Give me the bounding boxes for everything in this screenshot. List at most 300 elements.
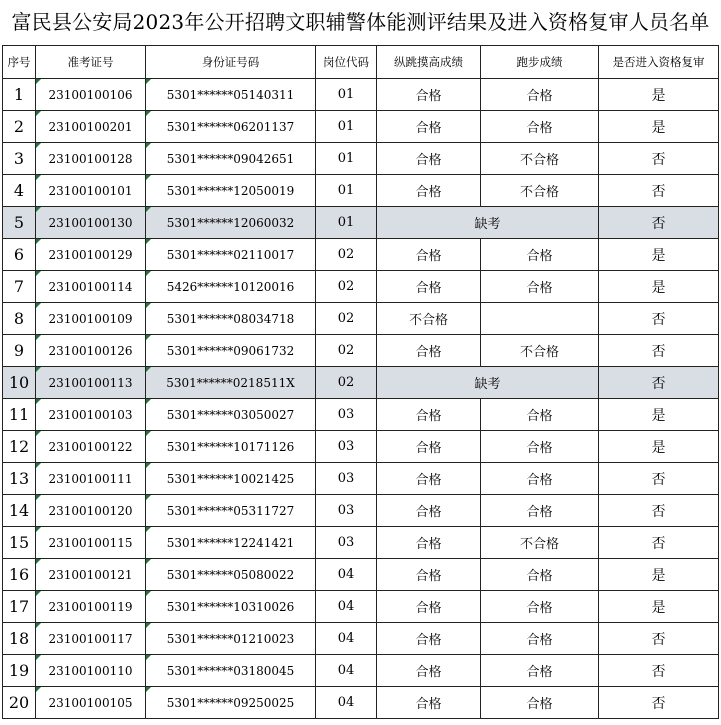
green-corner-marker-icon <box>146 399 151 404</box>
cell-review <box>599 367 719 399</box>
cell-run-result-text: 合格 <box>526 281 553 296</box>
cell-review <box>599 239 719 271</box>
cell-review-text: 否 <box>651 311 666 328</box>
cell-seq <box>3 687 36 719</box>
cell-review-text: 是 <box>651 87 666 104</box>
cell-review-text: 是 <box>651 407 666 424</box>
cell-jump-result <box>377 495 481 527</box>
cell-run-result-text: 合格 <box>526 569 553 584</box>
table-row <box>3 335 719 367</box>
cell-id-no <box>146 623 316 655</box>
cell-exam-no-text: 23100100130 <box>48 215 133 230</box>
cell-run-result-text: 合格 <box>526 89 553 104</box>
cell-seq-text: 15 <box>8 533 30 552</box>
cell-seq-text: 8 <box>13 309 25 328</box>
cell-jump-result-text: 合格 <box>415 665 442 680</box>
table-row <box>3 271 719 303</box>
cell-id-no <box>146 271 316 303</box>
cell-exam-no-text: 23100100106 <box>48 87 133 102</box>
cell-post-code <box>316 175 377 207</box>
cell-post-code <box>316 367 377 399</box>
green-corner-marker-icon <box>36 431 41 436</box>
green-corner-marker-icon <box>146 655 151 660</box>
cell-seq <box>3 591 36 623</box>
header-jump-result: 纵跳摸高成绩 <box>377 46 481 79</box>
cell-run-result <box>481 431 599 463</box>
cell-review <box>599 495 719 527</box>
green-corner-marker-icon <box>146 527 151 532</box>
green-corner-marker-icon <box>146 335 151 340</box>
table-row <box>3 79 719 111</box>
cell-exam-no-text: 23100100103 <box>48 407 133 422</box>
cell-review <box>599 175 719 207</box>
green-corner-marker-icon <box>146 559 151 564</box>
cell-seq-text: 13 <box>8 469 30 488</box>
cell-run-result <box>481 559 599 591</box>
cell-post-code-text: 01 <box>337 215 355 230</box>
cell-review <box>599 623 719 655</box>
table-row <box>3 559 719 591</box>
cell-review-text: 否 <box>651 215 666 232</box>
cell-jump-result-text: 合格 <box>415 185 442 200</box>
table-row <box>3 687 719 719</box>
cell-post-code-text: 03 <box>337 407 355 422</box>
green-corner-marker-icon <box>36 79 41 84</box>
cell-id-no-text: 5301******12050019 <box>166 183 295 198</box>
cell-jump-result <box>377 143 481 175</box>
cell-exam-no-text: 23100100111 <box>48 471 133 486</box>
cell-run-result <box>481 303 599 335</box>
cell-post-code-text: 01 <box>337 183 355 198</box>
cell-post-code <box>316 79 377 111</box>
cell-review <box>599 143 719 175</box>
cell-jump-result-text: 合格 <box>415 473 442 488</box>
cell-jump-result <box>377 623 481 655</box>
cell-seq <box>3 527 36 559</box>
cell-seq <box>3 623 36 655</box>
cell-id-no-text: 5301******05311727 <box>166 503 295 518</box>
cell-id-no-text: 5301******03180045 <box>166 663 295 678</box>
green-corner-marker-icon <box>36 271 41 276</box>
cell-seq <box>3 399 36 431</box>
green-corner-marker-icon <box>36 207 41 212</box>
cell-seq-text: 14 <box>8 501 30 520</box>
header-exam-no: 准考证号 <box>36 46 146 79</box>
cell-seq-text: 16 <box>8 565 30 584</box>
cell-review <box>599 591 719 623</box>
cell-id-no-text: 5301******09250025 <box>166 695 295 710</box>
cell-exam-no <box>36 399 146 431</box>
cell-seq <box>3 559 36 591</box>
cell-post-code-text: 04 <box>337 663 355 678</box>
cell-run-result <box>481 335 599 367</box>
cell-id-no <box>146 175 316 207</box>
cell-run-result <box>481 623 599 655</box>
cell-id-no <box>146 591 316 623</box>
cell-jump-result <box>377 527 481 559</box>
cell-run-result-text: 合格 <box>526 505 553 520</box>
cell-id-no <box>146 367 316 399</box>
cell-review <box>599 431 719 463</box>
cell-run-result-text: 合格 <box>526 697 553 712</box>
cell-post-code <box>316 687 377 719</box>
cell-seq-text: 5 <box>13 213 25 232</box>
cell-run-result <box>481 527 599 559</box>
cell-run-result-text: 不合格 <box>519 153 559 168</box>
cell-jump-result <box>377 431 481 463</box>
cell-run-result-text: 合格 <box>526 409 553 424</box>
cell-id-no-text: 5301******10021425 <box>166 471 295 486</box>
cell-seq <box>3 111 36 143</box>
table-row <box>3 111 719 143</box>
cell-id-no <box>146 111 316 143</box>
cell-post-code <box>316 623 377 655</box>
cell-jump-result-text: 合格 <box>415 441 442 456</box>
cell-review <box>599 207 719 239</box>
green-corner-marker-icon <box>36 495 41 500</box>
cell-seq <box>3 239 36 271</box>
cell-jump-result-text: 不合格 <box>408 313 448 328</box>
cell-run-result-text: 合格 <box>526 665 553 680</box>
cell-run-result <box>481 399 599 431</box>
cell-seq-text: 12 <box>8 437 30 456</box>
cell-exam-no <box>36 207 146 239</box>
cell-post-code <box>316 335 377 367</box>
table-row <box>3 527 719 559</box>
table-row <box>3 143 719 175</box>
cell-jump-result <box>377 559 481 591</box>
cell-review <box>599 527 719 559</box>
cell-exam-no <box>36 527 146 559</box>
cell-exam-no <box>36 143 146 175</box>
cell-jump-result <box>377 271 481 303</box>
green-corner-marker-icon <box>36 463 41 468</box>
cell-exam-no <box>36 463 146 495</box>
cell-seq-text: 6 <box>13 245 25 264</box>
cell-run-result-text: 合格 <box>526 633 553 648</box>
cell-exam-no-text: 23100100128 <box>48 151 133 166</box>
cell-jump-result-text: 合格 <box>415 121 442 136</box>
cell-exam-no <box>36 303 146 335</box>
cell-review <box>599 335 719 367</box>
cell-review-text: 否 <box>651 183 666 200</box>
cell-jump-result-text: 合格 <box>415 633 442 648</box>
cell-post-code <box>316 463 377 495</box>
cell-review-text: 是 <box>651 599 666 616</box>
cell-review-text: 是 <box>651 439 666 456</box>
cell-review <box>599 399 719 431</box>
table-row <box>3 399 719 431</box>
cell-exam-no <box>36 623 146 655</box>
cell-jump-result-text: 合格 <box>415 281 442 296</box>
green-corner-marker-icon <box>146 623 151 628</box>
cell-jump-result-text: 合格 <box>415 409 442 424</box>
cell-run-result <box>481 591 599 623</box>
cell-jump-result-text: 合格 <box>415 601 442 616</box>
cell-run-result <box>481 111 599 143</box>
cell-absent-text: 缺考 <box>474 377 501 392</box>
cell-id-no-text: 5301******02110017 <box>166 247 295 262</box>
cell-post-code <box>316 495 377 527</box>
header-post-code: 岗位代码 <box>316 46 377 79</box>
cell-post-code-text: 02 <box>337 247 355 262</box>
green-corner-marker-icon <box>36 239 41 244</box>
table-row <box>3 303 719 335</box>
cell-post-code-text: 01 <box>337 151 355 166</box>
cell-id-no-text: 5301******05080022 <box>166 567 295 582</box>
cell-post-code-text: 03 <box>337 471 355 486</box>
cell-jump-result <box>377 303 481 335</box>
table-row <box>3 655 719 687</box>
cell-exam-no-text: 23100100114 <box>48 279 133 294</box>
cell-id-no-text: 5301******10310026 <box>166 599 295 614</box>
cell-post-code-text: 04 <box>337 567 355 582</box>
cell-post-code-text: 04 <box>337 695 355 710</box>
cell-post-code-text: 04 <box>337 631 355 646</box>
cell-id-no-text: 5301******06201137 <box>166 119 295 134</box>
cell-run-result <box>481 175 599 207</box>
cell-exam-no-text: 23100100121 <box>48 567 133 582</box>
cell-post-code-text: 02 <box>337 343 355 358</box>
cell-seq-text: 1 <box>13 85 25 104</box>
green-corner-marker-icon <box>36 591 41 596</box>
cell-jump-result <box>377 111 481 143</box>
cell-review <box>599 303 719 335</box>
cell-exam-no-text: 23100100101 <box>48 183 133 198</box>
cell-seq-text: 20 <box>8 693 30 712</box>
cell-run-result-text: 不合格 <box>519 185 559 200</box>
cell-id-no <box>146 79 316 111</box>
cell-jump-result <box>377 335 481 367</box>
cell-seq <box>3 271 36 303</box>
cell-review-text: 否 <box>651 631 666 648</box>
green-corner-marker-icon <box>36 687 41 692</box>
cell-post-code <box>316 399 377 431</box>
cell-exam-no-text: 23100100109 <box>48 311 133 326</box>
cell-seq-text: 7 <box>13 277 25 296</box>
cell-exam-no-text: 23100100105 <box>48 695 133 710</box>
cell-seq-text: 10 <box>8 373 30 392</box>
cell-jump-result-text: 合格 <box>415 505 442 520</box>
cell-review <box>599 271 719 303</box>
cell-seq <box>3 495 36 527</box>
cell-exam-no-text: 23100100129 <box>48 247 133 262</box>
cell-run-result <box>481 271 599 303</box>
cell-id-no <box>146 207 316 239</box>
cell-id-no <box>146 399 316 431</box>
green-corner-marker-icon <box>36 655 41 660</box>
cell-post-code <box>316 111 377 143</box>
cell-run-result-text: 不合格 <box>519 537 559 552</box>
cell-exam-no <box>36 239 146 271</box>
green-corner-marker-icon <box>146 271 151 276</box>
cell-exam-no-text: 23100100122 <box>48 439 133 454</box>
cell-seq <box>3 655 36 687</box>
green-corner-marker-icon <box>146 591 151 596</box>
cell-exam-no-text: 23100100113 <box>48 375 133 390</box>
green-corner-marker-icon <box>36 175 41 180</box>
cell-jump-result <box>377 591 481 623</box>
cell-seq-text: 4 <box>13 181 25 200</box>
cell-review <box>599 687 719 719</box>
cell-review <box>599 79 719 111</box>
cell-run-result-text: 合格 <box>526 249 553 264</box>
cell-post-code <box>316 271 377 303</box>
cell-exam-no <box>36 655 146 687</box>
green-corner-marker-icon <box>146 207 151 212</box>
cell-id-no-text: 5301******0218511X <box>166 375 295 390</box>
green-corner-marker-icon <box>146 367 151 372</box>
green-corner-marker-icon <box>146 463 151 468</box>
cell-absent <box>377 367 599 399</box>
cell-jump-result <box>377 399 481 431</box>
cell-review-text: 否 <box>651 695 666 712</box>
cell-exam-no-text: 23100100201 <box>48 119 133 134</box>
table-row <box>3 431 719 463</box>
green-corner-marker-icon <box>36 399 41 404</box>
cell-run-result <box>481 79 599 111</box>
cell-jump-result <box>377 239 481 271</box>
cell-id-no-text: 5301******10171126 <box>166 439 295 454</box>
cell-seq <box>3 175 36 207</box>
cell-exam-no-text: 23100100126 <box>48 343 133 358</box>
cell-review-text: 否 <box>651 663 666 680</box>
cell-run-result <box>481 143 599 175</box>
green-corner-marker-icon <box>36 527 41 532</box>
table-row <box>3 591 719 623</box>
cell-review-text: 是 <box>651 119 666 136</box>
header-seq: 序号 <box>3 46 36 79</box>
header-review: 是否进入资格复审 <box>599 46 719 79</box>
cell-exam-no <box>36 495 146 527</box>
header-id-no: 身份证号码 <box>146 46 316 79</box>
cell-post-code <box>316 527 377 559</box>
cell-review <box>599 655 719 687</box>
page-title: 富民县公安局2023年公开招聘文职辅警体能测评结果及进入资格复审人员名单 <box>11 10 710 34</box>
cell-id-no <box>146 687 316 719</box>
cell-run-result <box>481 463 599 495</box>
cell-seq <box>3 143 36 175</box>
cell-exam-no <box>36 687 146 719</box>
cell-review-text: 是 <box>651 567 666 584</box>
cell-jump-result <box>377 79 481 111</box>
green-corner-marker-icon <box>146 495 151 500</box>
table-row <box>3 623 719 655</box>
cell-absent-text: 缺考 <box>474 217 501 232</box>
cell-review-text: 否 <box>651 343 666 360</box>
cell-post-code-text: 02 <box>337 375 355 390</box>
cell-post-code <box>316 207 377 239</box>
cell-id-no-text: 5301******05140311 <box>166 87 295 102</box>
cell-exam-no <box>36 111 146 143</box>
cell-review-text: 是 <box>651 247 666 264</box>
cell-post-code-text: 02 <box>337 279 355 294</box>
cell-seq-text: 11 <box>8 405 30 424</box>
cell-seq <box>3 79 36 111</box>
cell-post-code <box>316 431 377 463</box>
cell-id-no <box>146 495 316 527</box>
cell-review <box>599 111 719 143</box>
cell-seq-text: 2 <box>13 117 25 136</box>
cell-id-no-text: 5301******12241421 <box>166 535 295 550</box>
cell-id-no-text: 5426******10120016 <box>166 279 295 294</box>
cell-review <box>599 463 719 495</box>
cell-id-no <box>146 143 316 175</box>
cell-review <box>599 559 719 591</box>
green-corner-marker-icon <box>36 559 41 564</box>
cell-review-text: 否 <box>651 503 666 520</box>
cell-run-result <box>481 495 599 527</box>
cell-exam-no <box>36 335 146 367</box>
cell-id-no <box>146 239 316 271</box>
cell-run-result-text: 合格 <box>526 121 553 136</box>
cell-seq-text: 3 <box>13 149 25 168</box>
cell-jump-result <box>377 463 481 495</box>
green-corner-marker-icon <box>146 143 151 148</box>
green-corner-marker-icon <box>36 367 41 372</box>
results-table <box>2 45 719 719</box>
cell-post-code-text: 01 <box>337 119 355 134</box>
cell-id-no-text: 5301******09042651 <box>166 151 295 166</box>
cell-jump-result <box>377 175 481 207</box>
cell-seq <box>3 367 36 399</box>
cell-review-text: 否 <box>651 375 666 392</box>
cell-seq-text: 19 <box>8 661 30 680</box>
cell-jump-result-text: 合格 <box>415 569 442 584</box>
green-corner-marker-icon <box>146 79 151 84</box>
cell-id-no-text: 5301******03050027 <box>166 407 295 422</box>
green-corner-marker-icon <box>36 303 41 308</box>
cell-id-no <box>146 335 316 367</box>
cell-exam-no-text: 23100100120 <box>48 503 133 518</box>
table-row <box>3 175 719 207</box>
cell-run-result <box>481 687 599 719</box>
cell-exam-no-text: 23100100117 <box>48 631 133 646</box>
cell-id-no <box>146 431 316 463</box>
cell-post-code-text: 01 <box>337 87 355 102</box>
table-row <box>3 367 719 399</box>
cell-run-result-text: 不合格 <box>519 345 559 360</box>
cell-post-code <box>316 143 377 175</box>
cell-review-text: 否 <box>651 471 666 488</box>
cell-exam-no-text: 23100100110 <box>48 663 133 678</box>
cell-jump-result <box>377 655 481 687</box>
cell-review-text: 否 <box>651 151 666 168</box>
cell-post-code-text: 03 <box>337 503 355 518</box>
cell-jump-result-text: 合格 <box>415 89 442 104</box>
cell-post-code-text: 03 <box>337 535 355 550</box>
cell-post-code <box>316 303 377 335</box>
cell-post-code-text: 04 <box>337 599 355 614</box>
table-row <box>3 495 719 527</box>
green-corner-marker-icon <box>146 431 151 436</box>
cell-seq-text: 9 <box>13 341 25 360</box>
cell-id-no <box>146 527 316 559</box>
cell-exam-no-text: 23100100115 <box>48 535 133 550</box>
cell-id-no <box>146 559 316 591</box>
cell-post-code <box>316 655 377 687</box>
green-corner-marker-icon <box>146 175 151 180</box>
table-row <box>3 463 719 495</box>
cell-exam-no <box>36 591 146 623</box>
green-corner-marker-icon <box>36 335 41 340</box>
cell-review-text: 是 <box>651 279 666 296</box>
green-corner-marker-icon <box>146 239 151 244</box>
green-corner-marker-icon <box>36 623 41 628</box>
table-row <box>3 207 719 239</box>
cell-seq-text: 17 <box>8 597 30 616</box>
cell-post-code <box>316 239 377 271</box>
